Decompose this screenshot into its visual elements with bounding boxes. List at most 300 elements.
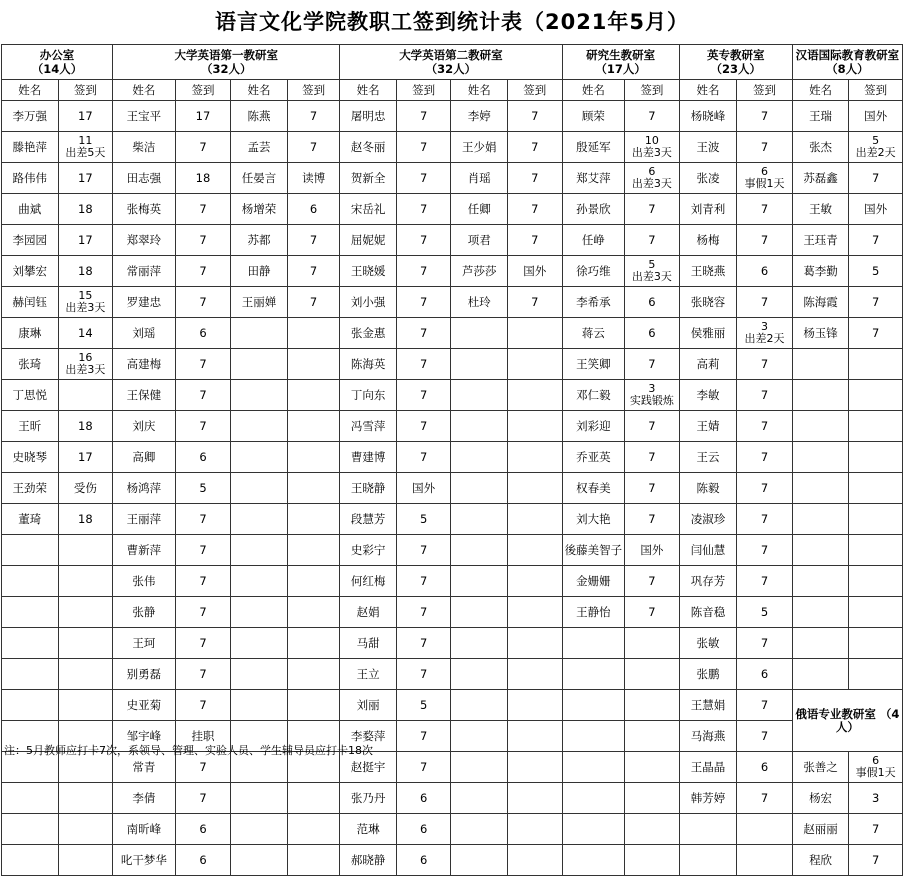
- col-header-name: 姓名: [451, 80, 508, 101]
- cell-sign: 17: [58, 101, 113, 132]
- cell-sign: [287, 566, 340, 597]
- cell-name: [451, 814, 508, 845]
- cell-sign: 7: [737, 411, 793, 442]
- cell-sign: 7: [175, 504, 231, 535]
- cell-name: 张伟: [113, 566, 176, 597]
- cell-sign: 7: [175, 690, 231, 721]
- cell-name: [451, 566, 508, 597]
- cell-sign: [625, 163, 680, 194]
- cell-name: [2, 659, 59, 690]
- cell-sign: [508, 473, 563, 504]
- cell-sign: [508, 721, 563, 752]
- cell-sign: [58, 597, 113, 628]
- cell-sign: 7: [396, 132, 451, 163]
- cell-name: [2, 566, 59, 597]
- col-header-name: 姓名: [231, 80, 288, 101]
- cell-sign: [58, 287, 113, 318]
- cell-sign: [58, 690, 113, 721]
- cell-name: 王珂: [113, 628, 176, 659]
- cell-sign: 7: [396, 597, 451, 628]
- cell-name: 康琳: [2, 318, 59, 349]
- cell-name: 王晓静: [340, 473, 397, 504]
- cell-sign: [58, 628, 113, 659]
- cell-sign: 7: [737, 194, 793, 225]
- table-row: [2, 318, 903, 349]
- table-row: [2, 101, 903, 132]
- cell-sign: 7: [396, 318, 451, 349]
- table-row: [2, 814, 903, 845]
- cell-sign: 7: [625, 349, 680, 380]
- cell-sign: [849, 349, 903, 380]
- cell-name: [2, 535, 59, 566]
- cell-name: [231, 349, 288, 380]
- cell-sign: [849, 752, 903, 783]
- cell-sign: 7: [737, 721, 793, 752]
- cell-name: 范琳: [340, 814, 397, 845]
- cell-name: 刘攀宏: [2, 256, 59, 287]
- cell-sign: [508, 628, 563, 659]
- table-row: [2, 132, 903, 163]
- cell-name: 滕艳萍: [2, 132, 59, 163]
- table-row: [2, 659, 903, 690]
- cell-sign: [849, 628, 903, 659]
- cell-name: 孟芸: [231, 132, 288, 163]
- cell-sign: 7: [625, 473, 680, 504]
- cell-name: [562, 721, 625, 752]
- col-header-sign: 签到: [287, 80, 340, 101]
- cell-name: 杨梅: [679, 225, 737, 256]
- cell-sign: 7: [175, 380, 231, 411]
- cell-sign: 7: [508, 287, 563, 318]
- cell-sign: [287, 783, 340, 814]
- cell-name: [231, 845, 288, 876]
- cell-sign: 7: [625, 442, 680, 473]
- cell-sign: 7: [396, 101, 451, 132]
- cell-sign: [508, 349, 563, 380]
- cell-name: 王静怡: [562, 597, 625, 628]
- cell-sign: [508, 566, 563, 597]
- cell-sign: [625, 690, 680, 721]
- table-row: [2, 597, 903, 628]
- cell-name: [451, 597, 508, 628]
- cell-sign: 挂职: [175, 721, 231, 752]
- cell-sign: 18: [58, 194, 113, 225]
- cell-name: [451, 349, 508, 380]
- cell-name: 高卿: [113, 442, 176, 473]
- cell-name: 王慧娟: [679, 690, 737, 721]
- cell-name: 蒋云: [562, 318, 625, 349]
- cell-sign: 国外: [625, 535, 680, 566]
- footnote: 注：5月教师应打卡7次，系领导、管理、实验人员、学生辅导员应打卡18次: [4, 744, 373, 757]
- cell-name: 王晓媛: [340, 256, 397, 287]
- cell-name: 柴洁: [113, 132, 176, 163]
- col-header-sign: 签到: [175, 80, 231, 101]
- cell-sign: 7: [175, 659, 231, 690]
- cell-name: [231, 783, 288, 814]
- cell-sign: 6: [287, 194, 340, 225]
- cell-name: 刘青利: [679, 194, 737, 225]
- cell-name: [451, 721, 508, 752]
- cell-sign: 7: [396, 256, 451, 287]
- cell-name: 赵冬丽: [340, 132, 397, 163]
- header-hanyu: 汉语国际教育教研室（8人）: [792, 45, 902, 80]
- cell-sign: 7: [287, 101, 340, 132]
- cell-name: 後藤美智子: [562, 535, 625, 566]
- col-header-name: 姓名: [2, 80, 59, 101]
- cell-sign: 7: [625, 504, 680, 535]
- cell-name: 张敏: [679, 628, 737, 659]
- cell-name: 程欣: [792, 845, 849, 876]
- cell-sign: 7: [396, 659, 451, 690]
- cell-name: [792, 659, 849, 690]
- cell-sign: [625, 132, 680, 163]
- cell-sign: [849, 473, 903, 504]
- cell-sign: 7: [508, 101, 563, 132]
- cell-name: 闫仙慧: [679, 535, 737, 566]
- cell-name: 陈毅: [679, 473, 737, 504]
- cell-sign: 7: [396, 721, 451, 752]
- cell-name: 任晏言: [231, 163, 288, 194]
- cell-name: [451, 659, 508, 690]
- cell-sign: 7: [287, 256, 340, 287]
- cell-name: 王婧: [679, 411, 737, 442]
- cell-sign: [58, 535, 113, 566]
- cell-line: 10: [644, 134, 659, 147]
- cell-name: [562, 628, 625, 659]
- cell-sign: 7: [396, 194, 451, 225]
- cell-line: 出差3天: [631, 270, 672, 283]
- cell-sign: 6: [175, 814, 231, 845]
- cell-sign: 7: [625, 225, 680, 256]
- cell-sign: 7: [849, 287, 903, 318]
- cell-name: [2, 814, 59, 845]
- col-header-name: 姓名: [562, 80, 625, 101]
- cell-line: 出差2天: [744, 332, 785, 345]
- cell-name: [231, 814, 288, 845]
- col-header-name: 姓名: [113, 80, 176, 101]
- cell-name: [231, 690, 288, 721]
- cell-name: 张金惠: [340, 318, 397, 349]
- sheet-title: 语言文化学院教职工签到统计表（2021年5月）: [214, 10, 690, 34]
- cell-name: 曹新萍: [113, 535, 176, 566]
- cell-name: 董琦: [2, 504, 59, 535]
- col-header-sign: 签到: [58, 80, 113, 101]
- table-row: [2, 442, 903, 473]
- cell-name: 任峥: [562, 225, 625, 256]
- cell-sign: 7: [737, 535, 793, 566]
- cell-sign: [287, 690, 340, 721]
- cell-name: 史彩宁: [340, 535, 397, 566]
- cell-name: 刘大艳: [562, 504, 625, 535]
- cell-sign: 7: [508, 163, 563, 194]
- cell-sign: [508, 845, 563, 876]
- cell-sign: [625, 845, 680, 876]
- table-row: [2, 380, 903, 411]
- cell-name: [231, 597, 288, 628]
- cell-name: 高莉: [679, 349, 737, 380]
- cell-name: 杨晓峰: [679, 101, 737, 132]
- cell-name: [231, 659, 288, 690]
- cell-name: 苏磊鑫: [792, 163, 849, 194]
- cell-sign: 7: [287, 287, 340, 318]
- cell-name: [451, 535, 508, 566]
- cell-name: 顾荣: [562, 101, 625, 132]
- cell-name: 郑翠玲: [113, 225, 176, 256]
- cell-sign: 6: [396, 783, 451, 814]
- cell-sign: [287, 349, 340, 380]
- cell-sign: 7: [625, 597, 680, 628]
- cell-name: 李婷: [451, 101, 508, 132]
- table-row: [2, 473, 903, 504]
- cell-sign: 7: [287, 132, 340, 163]
- cell-sign: 14: [58, 318, 113, 349]
- cell-name: 王劲荣: [2, 473, 59, 504]
- cell-name: 段慧芳: [340, 504, 397, 535]
- cell-name: 张杰: [792, 132, 849, 163]
- col-header-name: 姓名: [679, 80, 737, 101]
- cell-sign: [849, 380, 903, 411]
- cell-name: 马海燕: [679, 721, 737, 752]
- cell-name: [451, 690, 508, 721]
- cell-name: 葛李勤: [792, 256, 849, 287]
- cell-name: [451, 380, 508, 411]
- table-row: [2, 411, 903, 442]
- cell-name: [451, 628, 508, 659]
- cell-sign: 7: [175, 535, 231, 566]
- cell-sign: 17: [58, 163, 113, 194]
- cell-name: 巩存芳: [679, 566, 737, 597]
- cell-name: 王珏青: [792, 225, 849, 256]
- cell-name: 陈海英: [340, 349, 397, 380]
- header-grad: 研究生教研室 （17人）: [562, 45, 679, 80]
- table-row: [2, 349, 903, 380]
- cell-sign: 7: [175, 256, 231, 287]
- cell-sign: 7: [737, 690, 793, 721]
- cell-name: 王云: [679, 442, 737, 473]
- cell-sign: [508, 783, 563, 814]
- cell-sign: 国外: [849, 101, 903, 132]
- cell-name: 杨鸿萍: [113, 473, 176, 504]
- table-row: [2, 566, 903, 597]
- col-header-sign: 签到: [508, 80, 563, 101]
- cell-name: 殷延军: [562, 132, 625, 163]
- cell-sign: 7: [175, 628, 231, 659]
- cell-sign: 7: [737, 101, 793, 132]
- cell-name: 赵娟: [340, 597, 397, 628]
- cell-sign: 7: [737, 783, 793, 814]
- cell-name: [231, 473, 288, 504]
- cell-sign: [287, 659, 340, 690]
- cell-name: [451, 845, 508, 876]
- cell-name: 刘瑶: [113, 318, 176, 349]
- cell-sign: [287, 318, 340, 349]
- cell-line: 3: [648, 382, 656, 395]
- table-row: [2, 163, 903, 194]
- cell-name: 张凌: [679, 163, 737, 194]
- cell-name: 南昕峰: [113, 814, 176, 845]
- cell-sign: 7: [175, 132, 231, 163]
- cell-sign: 6: [737, 256, 793, 287]
- cell-sign: 3: [849, 783, 903, 814]
- cell-name: [2, 783, 59, 814]
- cell-sign: [287, 473, 340, 504]
- cell-line: 5: [872, 134, 880, 147]
- cell-name: 任卿: [451, 194, 508, 225]
- cell-name: [792, 442, 849, 473]
- cell-sign: [287, 504, 340, 535]
- cell-name: 史晓琴: [2, 442, 59, 473]
- col-header-sign: 签到: [625, 80, 680, 101]
- cell-name: 杨增荣: [231, 194, 288, 225]
- cell-sign: 7: [287, 225, 340, 256]
- cell-name: 杨玉锋: [792, 318, 849, 349]
- cell-name: [792, 597, 849, 628]
- cell-sign: 6: [175, 318, 231, 349]
- table-row: [2, 690, 903, 721]
- cell-name: 王笑卿: [562, 349, 625, 380]
- cell-name: 张晓容: [679, 287, 737, 318]
- cell-sign: 5: [737, 597, 793, 628]
- header-eng2: 大学英语第二教研室 （32人）: [340, 45, 562, 80]
- cell-sign: [625, 721, 680, 752]
- cell-line: 5: [648, 258, 656, 271]
- cell-sign: 7: [737, 628, 793, 659]
- cell-name: 张乃丹: [340, 783, 397, 814]
- cell-name: [231, 411, 288, 442]
- cell-line: 11: [78, 134, 93, 147]
- cell-name: 肖瑶: [451, 163, 508, 194]
- cell-line: 事假1天: [744, 177, 785, 190]
- cell-sign: 6: [175, 845, 231, 876]
- table-row: [2, 194, 903, 225]
- cell-sign: 7: [396, 380, 451, 411]
- cell-sign: [287, 814, 340, 845]
- cell-sign: 7: [737, 473, 793, 504]
- cell-sign: 7: [737, 225, 793, 256]
- cell-name: 王少娟: [451, 132, 508, 163]
- cell-sign: [287, 628, 340, 659]
- cell-sign: 国外: [396, 473, 451, 504]
- cell-name: 项君: [451, 225, 508, 256]
- cell-name: [451, 318, 508, 349]
- cell-sign: [58, 659, 113, 690]
- cell-sign: 17: [58, 225, 113, 256]
- cell-sign: 7: [508, 194, 563, 225]
- cell-name: [451, 504, 508, 535]
- cell-name: [451, 411, 508, 442]
- cell-name: 李园园: [2, 225, 59, 256]
- cell-sign: [737, 163, 793, 194]
- cell-sign: 7: [625, 194, 680, 225]
- cell-sign: 7: [175, 287, 231, 318]
- cell-sign: [849, 442, 903, 473]
- cell-sign: [737, 845, 793, 876]
- cell-name: 李婺萍: [340, 721, 397, 752]
- cell-name: 王晓燕: [679, 256, 737, 287]
- cell-name: 丁思悦: [2, 380, 59, 411]
- cell-name: 孙景欣: [562, 194, 625, 225]
- cell-name: 曹建博: [340, 442, 397, 473]
- cell-name: 李倩: [113, 783, 176, 814]
- cell-sign: 7: [396, 287, 451, 318]
- cell-sign: 6: [396, 814, 451, 845]
- cell-name: [562, 659, 625, 690]
- cell-sign: [625, 256, 680, 287]
- cell-sign: [737, 318, 793, 349]
- cell-name: 陈音稳: [679, 597, 737, 628]
- cell-sign: 7: [396, 628, 451, 659]
- cell-name: 罗建忠: [113, 287, 176, 318]
- cell-sign: 18: [58, 504, 113, 535]
- cell-name: 张琦: [2, 349, 59, 380]
- cell-sign: 7: [396, 349, 451, 380]
- cell-name: 田静: [231, 256, 288, 287]
- cell-name: 赵丽丽: [792, 814, 849, 845]
- col-header-name: 姓名: [792, 80, 849, 101]
- cell-sign: 18: [175, 163, 231, 194]
- cell-name: [562, 845, 625, 876]
- cell-sign: [287, 535, 340, 566]
- cell-line: 16: [78, 351, 93, 364]
- cell-name: 何红梅: [340, 566, 397, 597]
- cell-sign: [508, 659, 563, 690]
- cell-sign: 7: [849, 814, 903, 845]
- cell-line: 事假1天: [855, 766, 896, 779]
- cell-sign: [737, 814, 793, 845]
- cell-name: [231, 380, 288, 411]
- cell-name: [2, 628, 59, 659]
- cell-name: [231, 566, 288, 597]
- cell-sign: [287, 411, 340, 442]
- cell-name: 常丽萍: [113, 256, 176, 287]
- cell-name: 曲斌: [2, 194, 59, 225]
- cell-name: [451, 442, 508, 473]
- cell-sign: 7: [396, 752, 451, 783]
- cell-line: 出差3天: [65, 301, 106, 314]
- cell-sign: 7: [396, 535, 451, 566]
- header-major: 英专教研室 （23人）: [679, 45, 792, 80]
- cell-name: [792, 411, 849, 442]
- cell-name: 杜玲: [451, 287, 508, 318]
- table-row: [2, 256, 903, 287]
- cell-sign: 5: [849, 256, 903, 287]
- col-header-name: 姓名: [340, 80, 397, 101]
- cell-name: 刘庆: [113, 411, 176, 442]
- cell-name: 丁向东: [340, 380, 397, 411]
- cell-sign: [287, 442, 340, 473]
- header-russian: 俄语专业教研室 （4人）: [792, 690, 902, 752]
- cell-sign: 7: [175, 783, 231, 814]
- cell-sign: [508, 411, 563, 442]
- cell-sign: 5: [396, 504, 451, 535]
- cell-name: [231, 628, 288, 659]
- cell-name: 杨宏: [792, 783, 849, 814]
- cell-name: 陈燕: [231, 101, 288, 132]
- cell-name: 邓仁毅: [562, 380, 625, 411]
- cell-name: [231, 318, 288, 349]
- cell-name: 高建梅: [113, 349, 176, 380]
- cell-sign: 7: [737, 349, 793, 380]
- cell-sign: 18: [58, 256, 113, 287]
- table-row: [2, 783, 903, 814]
- cell-name: 屈妮妮: [340, 225, 397, 256]
- cell-sign: 7: [175, 597, 231, 628]
- cell-sign: 7: [737, 566, 793, 597]
- cell-name: 别勇磊: [113, 659, 176, 690]
- cell-name: 韩芳婷: [679, 783, 737, 814]
- cell-name: [2, 690, 59, 721]
- cell-sign: 7: [737, 132, 793, 163]
